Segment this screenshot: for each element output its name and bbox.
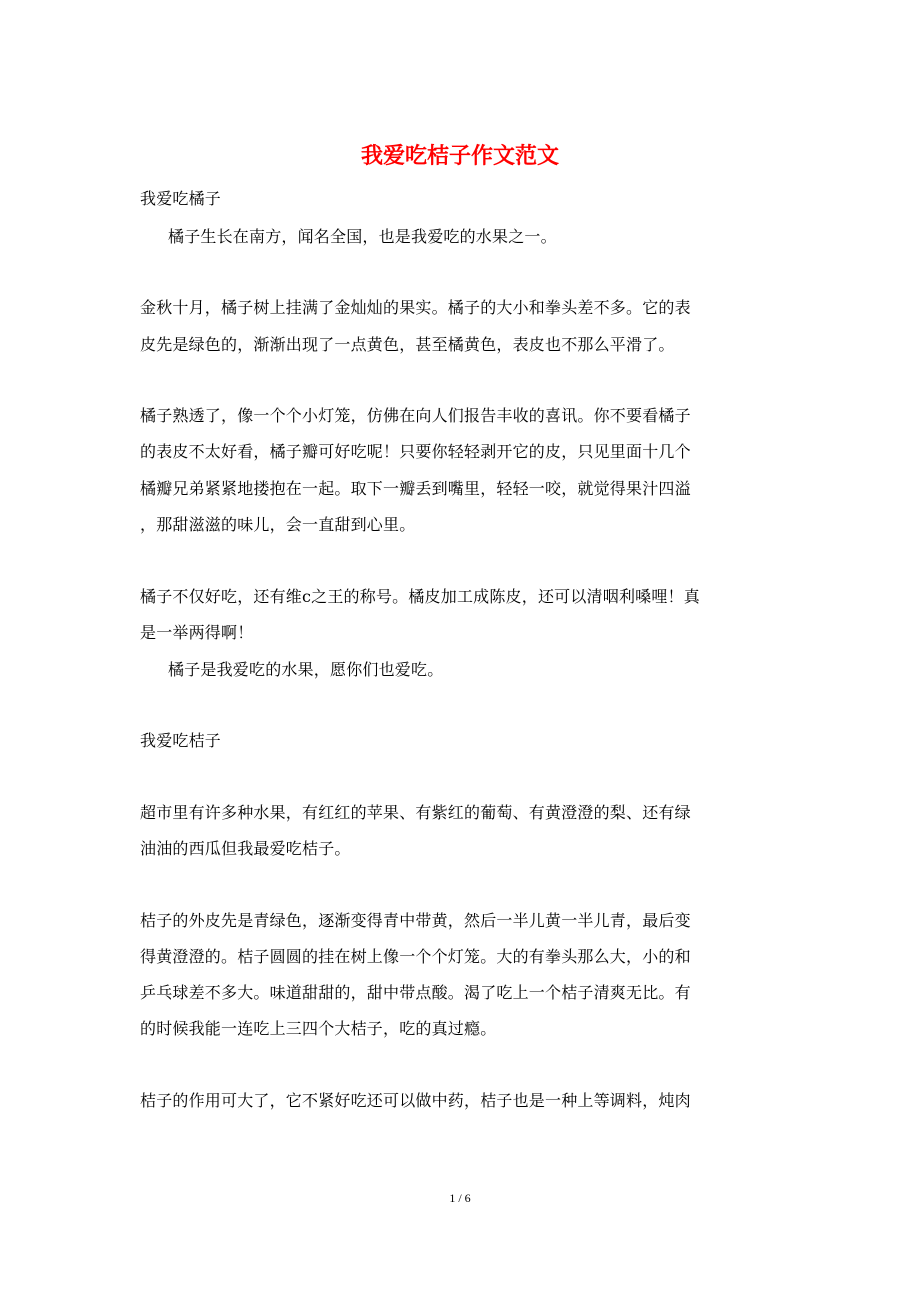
paragraph-line: 金秋十月，橘子树上挂满了金灿灿的果实。橘子的大小和拳头差不多。它的表: [140, 298, 691, 317]
paragraph-line: 得黄澄澄的。桔子圆圆的挂在树上像一个个灯笼。大的有拳头那么大，小的和: [140, 947, 691, 966]
paragraph-line: ，那甜滋滋的味儿，会一直甜到心里。: [140, 515, 416, 534]
paragraph-line: 超市里有许多种水果，有红红的苹果、有紫红的葡萄、有黄澄澄的梨、还有绿: [140, 803, 691, 822]
paragraph-line: 乒乓球差不多大。味道甜甜的，甜中带点酸。渴了吃上一个桔子清爽无比。有: [140, 983, 691, 1002]
document-title: 我爱吃桔子作文范文: [360, 143, 559, 169]
paragraph-line: 橘子熟透了，像一个个小灯笼，仿佛在向人们报告丰收的喜讯。你不要看橘子: [140, 406, 691, 425]
paragraph-line: 的表皮不太好看，橘子瓣可好吃呢！只要你轻轻剥开它的皮，只见里面十几个: [140, 442, 691, 461]
page-number: 1 / 6: [449, 1191, 471, 1205]
paragraph-line: 橘子是我爱吃的水果，愿你们也爱吃。: [168, 660, 444, 679]
paragraph-line: 橘子不仅好吃，还有维c之王的称号。橘皮加工成陈皮，还可以清咽利嗓哩！真: [140, 587, 700, 606]
paragraph-line: 油油的西瓜但我最爱吃桔子。: [140, 839, 351, 858]
paragraph-line: 是一举两得啊！: [140, 623, 254, 642]
section-heading-tangerine: 我爱吃桔子: [140, 731, 222, 750]
section-heading-orange: 我爱吃橘子: [140, 189, 222, 208]
paragraph-line: 桔子的外皮先是青绿色，逐渐变得青中带黄，然后一半儿黄一半儿青，最后变: [140, 911, 691, 930]
paragraph-line: 皮先是绿色的，渐渐出现了一点黄色，甚至橘黄色，表皮也不那么平滑了。: [140, 335, 675, 354]
paragraph-line: 桔子的作用可大了，它不紧好吃还可以做中药，桔子也是一种上等调料，炖肉: [140, 1091, 691, 1110]
paragraph-line: 橘子生长在南方，闻名全国，也是我爱吃的水果之一。: [168, 227, 557, 246]
paragraph-line: 的时候我能一连吃上三四个大桔子，吃的真过瘾。: [140, 1019, 497, 1038]
paragraph-line: 橘瓣兄弟紧紧地搂抱在一起。取下一瓣丢到嘴里，轻轻一咬，就觉得果汁四溢: [140, 479, 691, 498]
